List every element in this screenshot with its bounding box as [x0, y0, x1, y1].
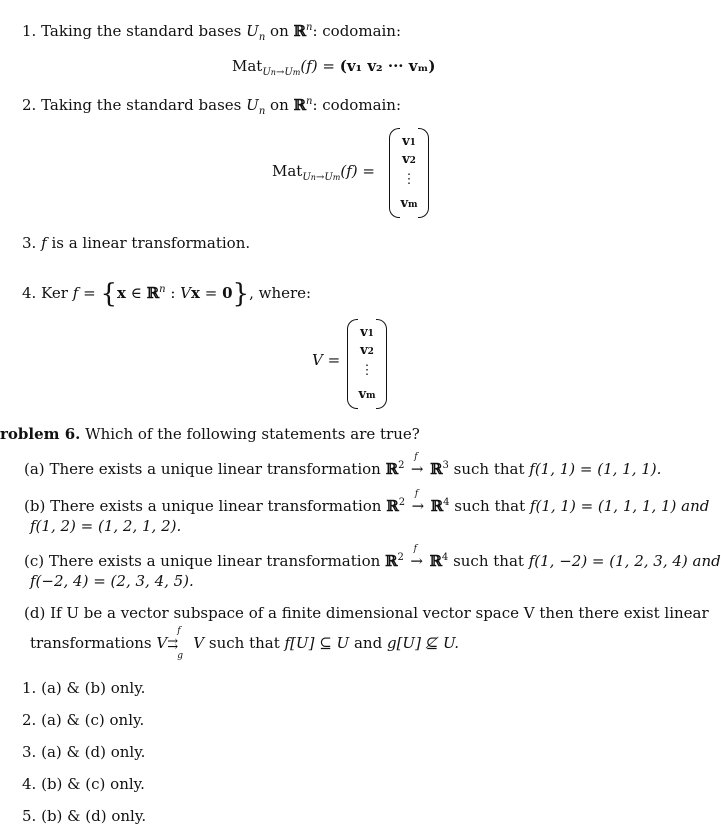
option-number: 5. — [22, 807, 37, 825]
condition-1: f[U] ⊆ U — [284, 634, 350, 652]
V-symbol: V — [180, 284, 191, 302]
in-symbol: ∈ — [130, 284, 142, 302]
reals-symbol: ℝ — [293, 96, 306, 114]
base-subscript: n — [258, 106, 266, 117]
mat-sub-from-sub: n — [270, 68, 276, 77]
statement-c — [24, 544, 721, 570]
superscript: 2 — [398, 497, 406, 508]
mat-f: (f) = — [340, 162, 375, 180]
option-text: (b) & (c) only. — [41, 775, 145, 793]
map-arrow: f → — [411, 489, 425, 515]
answer-option-2[interactable] — [22, 711, 144, 729]
f-symbol: f — [41, 234, 47, 252]
V-symbol-2: V — [193, 634, 205, 652]
option-text: (a) & (b) only. — [41, 679, 146, 697]
superscript: 4 — [441, 552, 449, 563]
statement-text: If U be a vector subspace of a finite dimensional vector space V then there exist linear — [50, 604, 709, 622]
statement-b-line2: f(1, 2) = (1, 2, 1, 2). — [30, 517, 182, 535]
set-open-brace: { — [100, 279, 117, 309]
x-vector: x — [116, 284, 126, 302]
equation-1: f(1, 1) = (1, 1, 1, 1) and — [529, 497, 710, 515]
statement-label: (a) — [24, 460, 45, 478]
option-number: 2. — [22, 711, 37, 729]
mat-sub-to-sub: m — [292, 68, 301, 77]
item-1 — [22, 22, 402, 43]
item-text: is a linear transformation. — [51, 234, 251, 252]
where-text: , where: — [249, 284, 312, 302]
map-arrow: f → — [410, 452, 424, 478]
equation: f(1, 1) = (1, 1, 1). — [529, 460, 662, 478]
reals-symbol: ℝ — [385, 460, 399, 478]
reals-symbol: ℝ — [386, 497, 399, 515]
statement-text: There exists a unique linear transformation — [48, 552, 381, 570]
answer-option-4[interactable] — [22, 775, 145, 793]
base-subscript: n — [258, 32, 266, 43]
reals-symbol: ℝ — [293, 22, 306, 40]
statement-c-line2: f(−2, 4) = (2, 3, 4, 5). — [30, 572, 194, 590]
mat-prefix: Mat — [272, 162, 303, 180]
statement-label: (d) — [24, 604, 46, 622]
entry-vm: vm — [400, 196, 418, 211]
base-symbol: U — [246, 96, 259, 114]
V-equals-label: V = — [312, 351, 341, 369]
mat-sub-to: U — [324, 172, 333, 183]
row-vector: (v₁ v₂ ··· vₘ) — [339, 57, 436, 75]
statement-d-line2 — [30, 626, 460, 661]
f-symbol: f — [72, 284, 79, 302]
reals-symbol: ℝ — [146, 284, 160, 302]
answer-option-3[interactable] — [22, 743, 145, 761]
Vx-vector: x — [191, 284, 200, 302]
reals-symbol: ℝ — [385, 552, 398, 570]
item-text: Taking the standard bases — [41, 22, 242, 40]
mat-sub-arrow: → — [315, 172, 325, 183]
zero-vector: 0 — [222, 284, 233, 302]
condition-2: g[U] ⊈ U. — [386, 634, 460, 652]
mat-sub-from: U — [262, 67, 271, 78]
such-that: such that — [453, 552, 524, 570]
answer-option-5[interactable] — [22, 807, 146, 825]
item-number: 3. — [22, 234, 37, 252]
mat-f: (f) = — [300, 57, 335, 75]
mat-sub-from-sub: n — [310, 173, 316, 182]
problem-question: Which of the following statements are true? — [85, 425, 420, 443]
mat-sub-from: U — [302, 172, 311, 183]
mat-col-equation-lhs — [272, 162, 375, 183]
option-text: (a) & (d) only. — [41, 743, 146, 761]
such-that: such that — [454, 497, 526, 515]
column-vector-1 — [389, 128, 429, 216]
set-close-brace: } — [232, 279, 250, 309]
entry-v2: v2 — [360, 343, 374, 358]
option-text: (a) & (c) only. — [41, 711, 145, 729]
entry-vm: vm — [358, 387, 376, 402]
option-text: (b) & (d) only. — [41, 807, 147, 825]
reals-symbol: ℝ — [429, 552, 442, 570]
ker-word: Ker — [41, 284, 68, 302]
V-symbol: V — [156, 634, 168, 652]
statement-d — [24, 605, 709, 622]
equation-1: f(1, −2) = (1, 2, 3, 4) and — [528, 552, 721, 570]
on-word: on — [270, 96, 289, 114]
and-word: and — [353, 634, 383, 652]
reals-symbol: ℝ — [430, 460, 443, 478]
on-word: on — [270, 22, 289, 40]
reals-superscript: n — [159, 284, 166, 295]
equals: = — [83, 284, 96, 302]
base-symbol: U — [246, 22, 259, 40]
codomain-text: : codomain: — [312, 22, 402, 40]
superscript: 2 — [398, 460, 405, 471]
statement-b — [24, 489, 710, 515]
such-that: such that — [453, 460, 525, 478]
colon: : — [170, 284, 176, 302]
item-4 — [22, 276, 312, 309]
option-number: 4. — [22, 775, 37, 793]
option-number: 3. — [22, 743, 37, 761]
item-number: 2. — [22, 96, 37, 114]
statement-text: There exists a unique linear transformation — [50, 497, 382, 515]
statement-a — [24, 452, 662, 478]
item-text: Taking the standard bases — [41, 96, 242, 114]
statement-label: (b) — [24, 497, 46, 515]
option-number: 1. — [22, 679, 37, 697]
entry-v1: v1 — [360, 325, 374, 340]
equals-2: = — [204, 284, 218, 302]
entry-dots: ⋮ — [402, 172, 416, 187]
superscript: 2 — [397, 552, 404, 563]
problem-heading — [0, 426, 420, 443]
mat-sub-to: U — [284, 67, 293, 78]
transformations-word: transformations — [30, 634, 152, 652]
mat-sub-arrow: → — [275, 67, 285, 78]
reals-superscript: n — [306, 96, 313, 107]
item-2 — [22, 96, 402, 117]
problem-label: roblem 6. — [0, 425, 81, 443]
item-3 — [22, 235, 250, 252]
mat-row-equation — [232, 57, 436, 78]
mat-prefix: Mat — [232, 57, 263, 75]
superscript: 3 — [442, 460, 449, 471]
such-that: such that — [208, 634, 280, 652]
item-number: 1. — [22, 22, 37, 40]
map-arrow: f → — [410, 544, 423, 570]
answer-option-1[interactable] — [22, 679, 145, 697]
reals-superscript: n — [306, 22, 313, 33]
double-arrow: f ⇉ g — [167, 626, 184, 661]
superscript: 4 — [443, 497, 450, 508]
mat-sub-to-sub: m — [332, 173, 341, 182]
reals-symbol: ℝ — [430, 497, 444, 515]
entry-v2: v2 — [402, 152, 416, 167]
column-vector-2 — [347, 319, 387, 407]
entry-dots: ⋮ — [360, 363, 374, 378]
codomain-text: : codomain: — [312, 96, 402, 114]
statement-label: (c) — [24, 552, 45, 570]
statement-text: There exists a unique linear transformation — [49, 460, 381, 478]
entry-v1: v1 — [402, 134, 416, 149]
item-number: 4. — [22, 284, 37, 302]
